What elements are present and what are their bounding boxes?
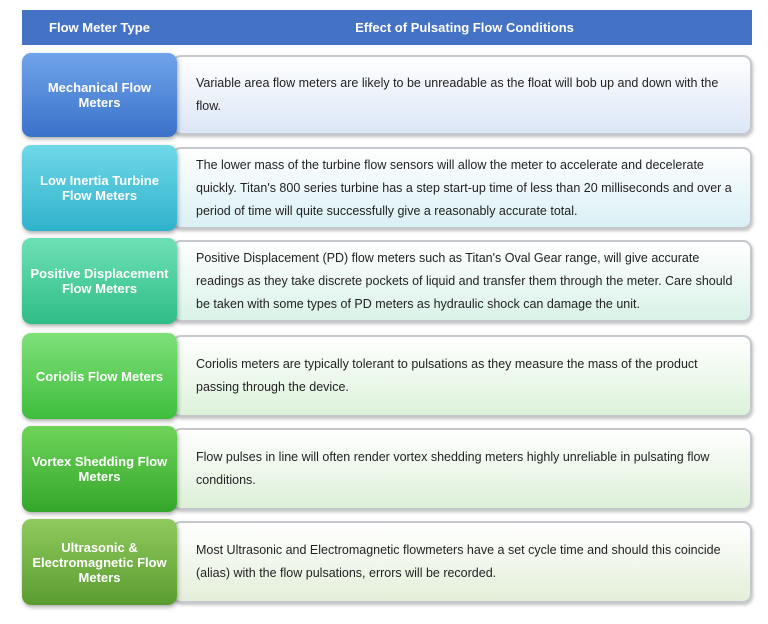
meter-type-label: Positive Displacement Flow Meters xyxy=(22,238,177,324)
table-row xyxy=(22,238,752,324)
effect-description: Flow pulses in line will often render vortex shedding meters highly unreliable in pulsating flow conditions. xyxy=(172,428,752,510)
meter-type-label: Low Inertia Turbine Flow Meters xyxy=(22,145,177,231)
effect-description: Most Ultrasonic and Electromagnetic flowmeters have a set cycle time and should this coincide (alias) with the flow pulsations, errors will be recorded. xyxy=(172,521,752,603)
table-row xyxy=(22,333,752,419)
table-row xyxy=(22,53,752,137)
meter-type-label: Vortex Shedding Flow Meters xyxy=(22,426,177,512)
table-header xyxy=(22,10,752,45)
effect-description: Variable area flow meters are likely to be unreadable as the float will bob up and down with the flow. xyxy=(172,55,752,135)
table-row xyxy=(22,426,752,512)
header-flow-meter-type: Flow Meter Type xyxy=(49,20,150,35)
effect-description: The lower mass of the turbine flow sensors will allow the meter to accelerate and decelerate quickly. Titan's 800 series turbine has a step start-up time of less than 20 milliseconds and over a period of time will quite successfully give a reasonably accurate total. xyxy=(172,147,752,229)
header-pulsating-effect: Effect of Pulsating Flow Conditions xyxy=(355,20,574,35)
meter-type-label: Ultrasonic & Electromagnetic Flow Meters xyxy=(22,519,177,605)
table-row xyxy=(22,519,752,605)
effect-description: Positive Displacement (PD) flow meters such as Titan's Oval Gear range, will give accurate readings as they take discrete pockets of liquid and transfer them through the meter. Care should be taken with some types of PD meters as hydraulic shock can damage the unit. xyxy=(172,240,752,322)
meter-type-label: Coriolis Flow Meters xyxy=(22,333,177,419)
meter-type-label: Mechanical Flow Meters xyxy=(22,53,177,137)
table-row xyxy=(22,145,752,231)
effect-description: Coriolis meters are typically tolerant to pulsations as they measure the mass of the product passing through the device. xyxy=(172,335,752,417)
